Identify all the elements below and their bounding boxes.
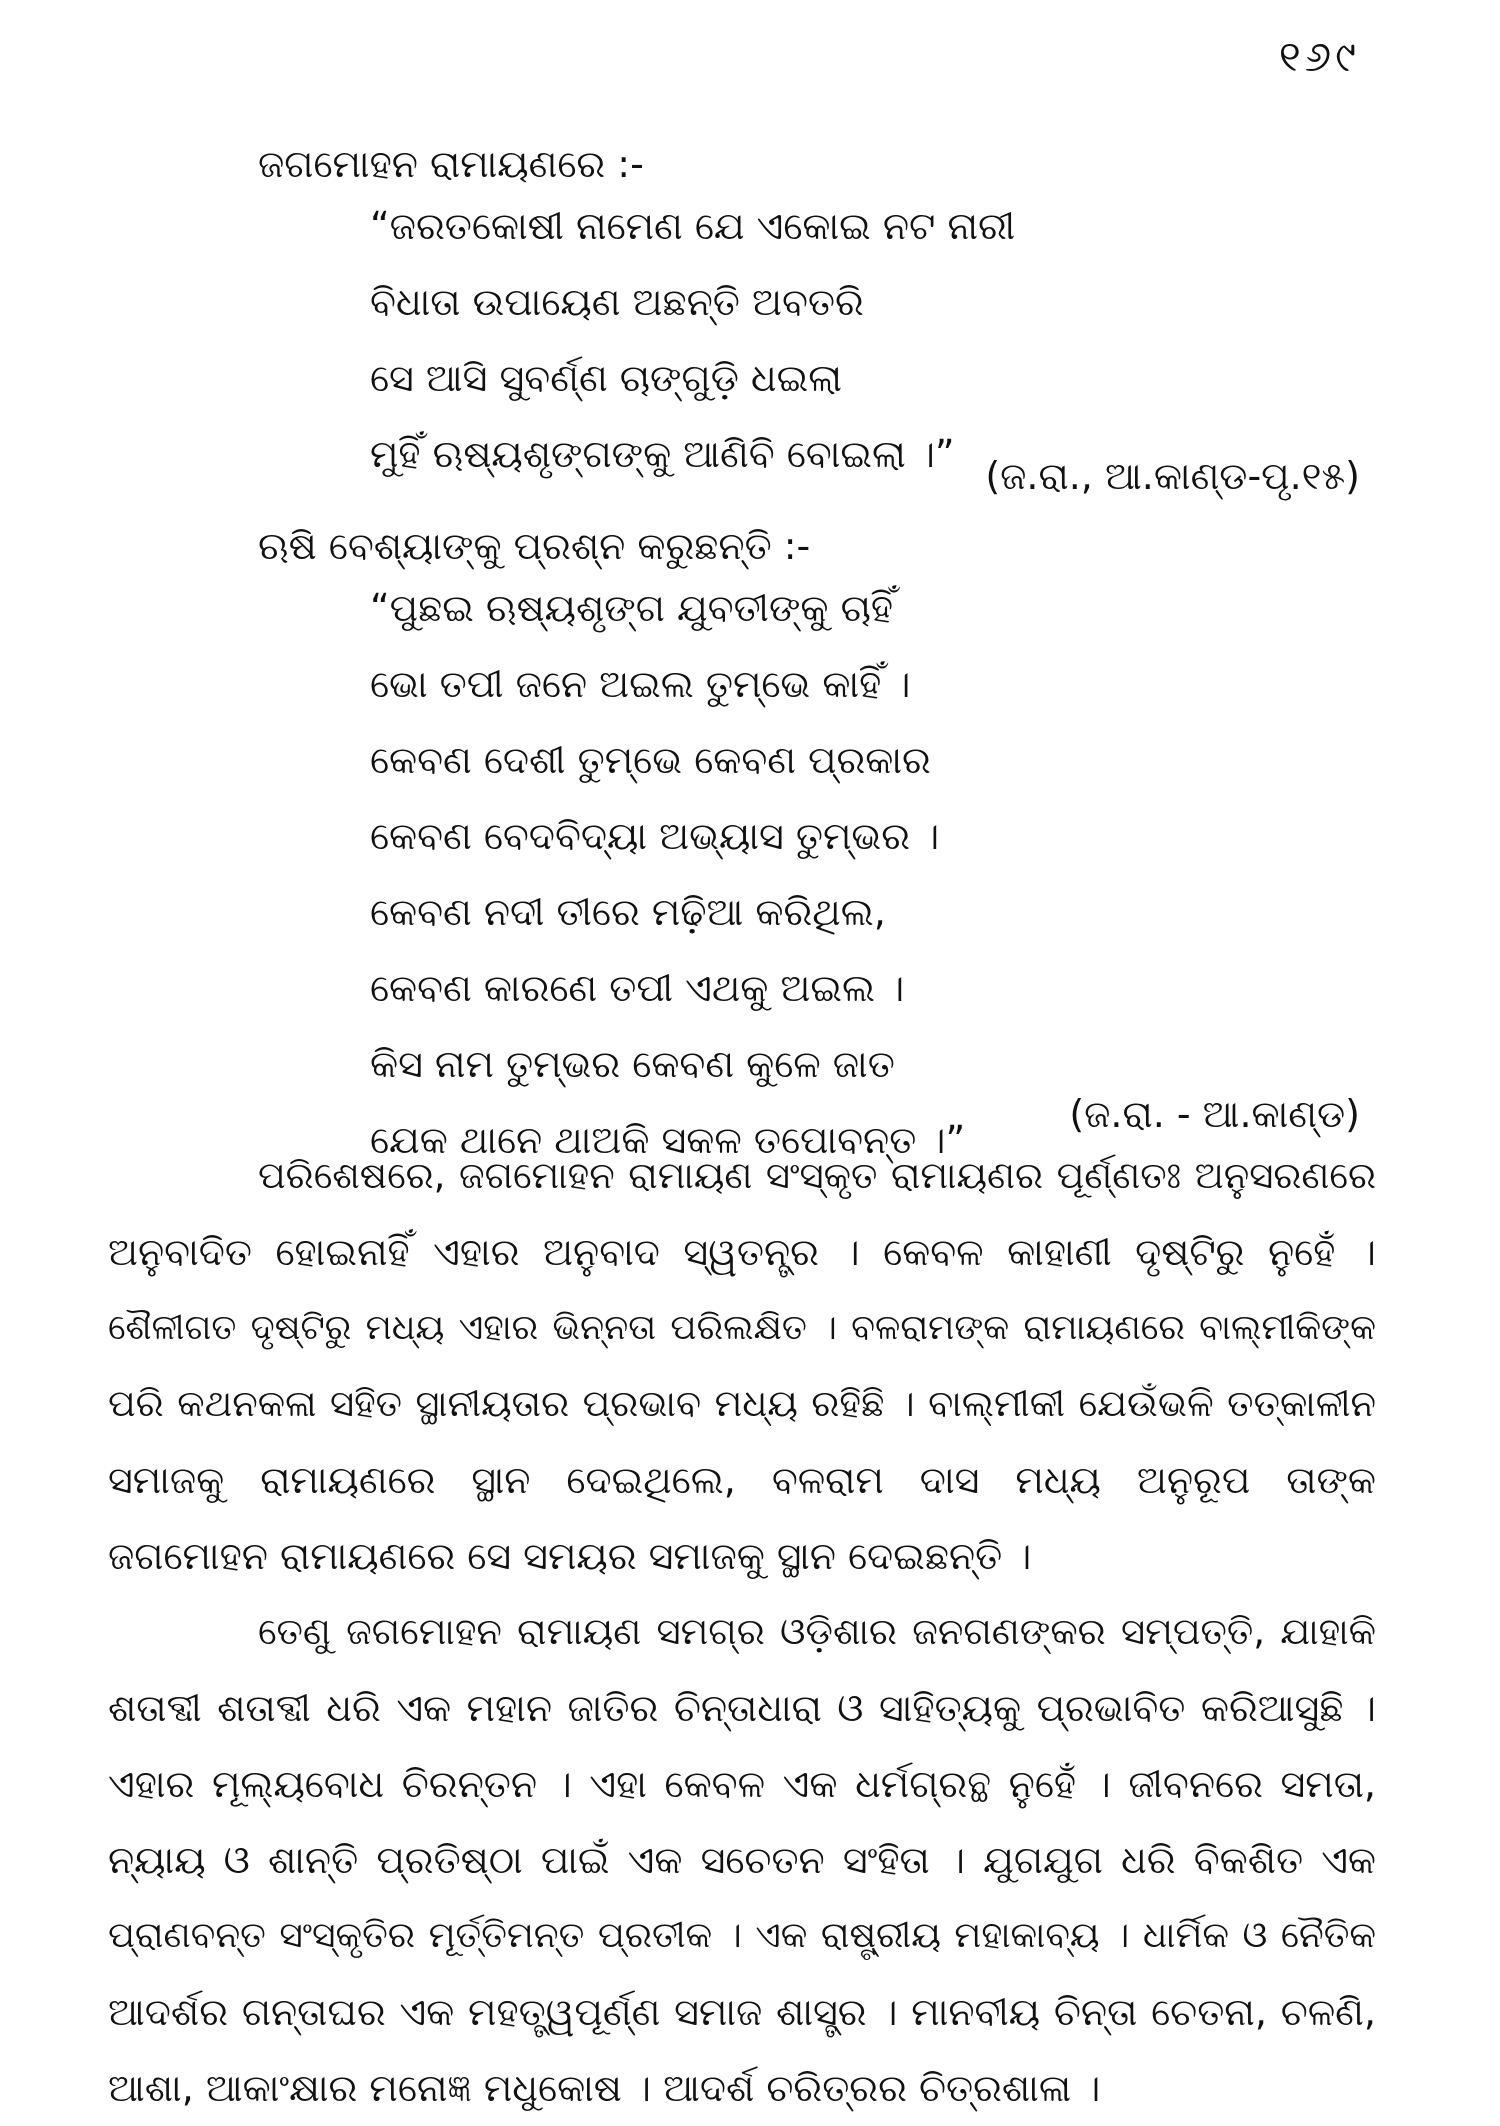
verse-line: ମୁହିଁ ଋଷ୍ୟଶୃଙ୍ଗଙ୍କୁ ଆଣିବି ବୋଇଲା ।” <box>370 432 955 476</box>
verse-quote-2 <box>370 570 965 1178</box>
verse-line: କେବଣ କାରଣେ ତପୀ ଏଥକୁ ଅଇଲ । <box>370 966 905 1010</box>
paragraph-line: ତେଣୁ ଜଗମୋହନ ରାମାୟଣ ସମଗ୍ର ଓଡ଼ିଶାର ଜନଗଣଙ୍କର ସମ୍ପତ୍ତି, ଯାହାକି <box>258 1610 1376 1653</box>
paragraph-line: ଶୈଳୀଗତ ଦୃଷ୍ଟିରୁ ମଧ୍ୟ ଏହାର ଭିନ୍ନତା ପରିଲକ୍ଷିତ । ବଳରାମଙ୍କ ରାମାୟଣରେ ବାଲ୍ମୀକିଙ୍କ <box>108 1308 1376 1348</box>
paragraph-line: ପରି କଥନକଳା ସହିତ ସ୍ଥାନୀୟତାର ପ୍ରଭାବ ମଧ୍ୟ ରହିଛି । ବାଲ୍ମୀକୀ ଯେଉଁଭଳି ତତ୍କାଳୀନ <box>108 1382 1376 1425</box>
section-heading-jagamohan: ଜଗମୋହନ ରାମାୟଣରେ :- <box>258 142 644 186</box>
paragraph-line: ଏହାର ମୂଲ୍ୟବୋଧ ଚିରନ୍ତନ । ଏହା କେବଳ ଏକ ଧର୍ମଗ୍ରନ୍ଥ ନୁହେଁ । ଜୀବନରେ ସମତା, <box>108 1762 1376 1806</box>
paragraph-line: ନ୍ୟାୟ ଓ ଶାନ୍ତି ପ୍ରତିଷ୍ଠା ପାଇଁ ଏକ ସଚେତନ ସଂହିତା । ଯୁଗଯୁଗ ଧରି ବିକଶିତ ଏକ <box>108 1838 1376 1882</box>
citation-2: (ଜ.ରା. - ଆ.କାଣ୍ଡ) <box>1069 1092 1360 1136</box>
verse-line: କେବଣ ଦେଶୀ ତୁମ୍ଭେ କେବଣ ପ୍ରକାର <box>370 738 931 782</box>
paragraph-line: ସମାଜକୁ ରାମାୟଣରେ ସ୍ଥାନ ଦେଇଥିଲେ, ବଳରାମ ଦାସ ମଧ୍ୟ ଅନୁରୂପ ତାଙ୍କ <box>108 1458 1376 1502</box>
paragraph-line: ଅନୁବାଦିତ ହୋଇନାହିଁ ଏହାର ଅନୁବାଦ ସ୍ୱତନ୍ତ୍ର । କେବଳ କାହାଣୀ ଦୃଷ୍ଟିରୁ ନୁହେଁ । <box>108 1230 1376 1274</box>
verse-line: କେବଣ ବେଦବିଦ୍ୟା ଅଭ୍ୟାସ ତୁମ୍ଭର । <box>370 814 940 858</box>
section-heading-rishi: ଋଷି ବେଶ୍ୟାଙ୍କୁ ପ୍ରଶ୍ନ କରୁଛନ୍ତି :- <box>258 524 811 568</box>
verse-line: ସେ ଆସି ସୁବର୍ଣ୍ଣ ଚାଙ୍ଗୁଡ଼ି ଧଇଲା <box>370 356 843 400</box>
paragraph-line: ଆଦର୍ଶର ଗନ୍ତାଘର ଏକ ମହତ୍ତ୍ୱପୂର୍ଣ୍ଣ ସମାଜ ଶାସ୍ତ୍ର । ମାନବୀୟ ଚିନ୍ତା ଚେତନା, ଚଳଣି, <box>108 1990 1376 2034</box>
verse-line: “ଜରତକୋଷୀ ନାମେଣ ଯେ ଏକୋଇ ନଟ ନାରୀ <box>370 204 1016 248</box>
verse-line: କେବଣ ନଦୀ ତୀରେ ମଢ଼ିଆ କରିଥିଲ, <box>370 890 886 934</box>
verse-line: ଭୋ ତପୀ ଜନେ ଅଇଲ ତୁମ୍ଭେ କାହିଁ । <box>370 662 911 706</box>
paragraph-line: ଶତାବ୍ଦୀ ଶତାବ୍ଦୀ ଧରି ଏକ ମହାନ ଜାତିର ଚିନ୍ତାଧାରା ଓ ସାହିତ୍ୟକୁ ପ୍ରଭାବିତ କରିଆସୁଛି । <box>108 1686 1376 1730</box>
verse-line: କିସ ନାମ ତୁମ୍ଭର କେବଣ କୁଳେ ଜାତ <box>370 1042 895 1086</box>
paragraph-line: ପରିଶେଷରେ, ଜଗମୋହନ ରାମାୟଣ ସଂସ୍କୃତ ରାମାୟଣର ପୂର୍ଣ୍ଣତଃ ଅନୁସରଣରେ <box>258 1154 1376 1197</box>
verse-line: ଯେକ ଥାନେ ଥାଅକି ସକଳ ତପୋବନ୍ତ ।” <box>370 1118 966 1162</box>
paragraph-line: ପ୍ରାଣବନ୍ତ ସଂସ୍କୃତିର ମୂର୍ତ୍ତିମନ୍ତ ପ୍ରତୀକ । ଏକ ରାଷ୍ଟ୍ରୀୟ ମହାକାବ୍ୟ । ଧାର୍ମିକ ଓ ନୈତିକ <box>108 1915 1376 1956</box>
page-number: ୧୬୯ <box>1278 32 1360 81</box>
verse-line: “ପୁଛଇ ଋଷ୍ୟଶୃଙ୍ଗ ଯୁବତୀଙ୍କୁ ଚାହିଁ <box>370 586 894 630</box>
verse-quote-1 <box>370 188 1015 492</box>
body-paragraph-1 <box>108 1138 1376 1594</box>
body-paragraph-2 <box>108 1594 1376 2126</box>
paragraph-line: ଆଶା, ଆକାଂକ୍ଷାର ମନୋଜ୍ଞ ମଧୁକୋଷ । ଆଦର୍ଶ ଚରିତ୍ରର ଚିତ୍ରଶାଳା । <box>108 2066 1101 2110</box>
verse-line: ବିଧାତା ଉପାୟେଣ ଅଛନ୍ତି ଅବତରି <box>370 280 864 324</box>
paragraph-line: ଜଗମୋହନ ରାମାୟଣରେ ସେ ସମୟର ସମାଜକୁ ସ୍ଥାନ ଦେଇଛନ୍ତି । <box>108 1534 1032 1578</box>
citation-1: (ଜ.ରା., ଆ.କାଣ୍ଡ-ପୃ.୧୫) <box>985 454 1360 498</box>
